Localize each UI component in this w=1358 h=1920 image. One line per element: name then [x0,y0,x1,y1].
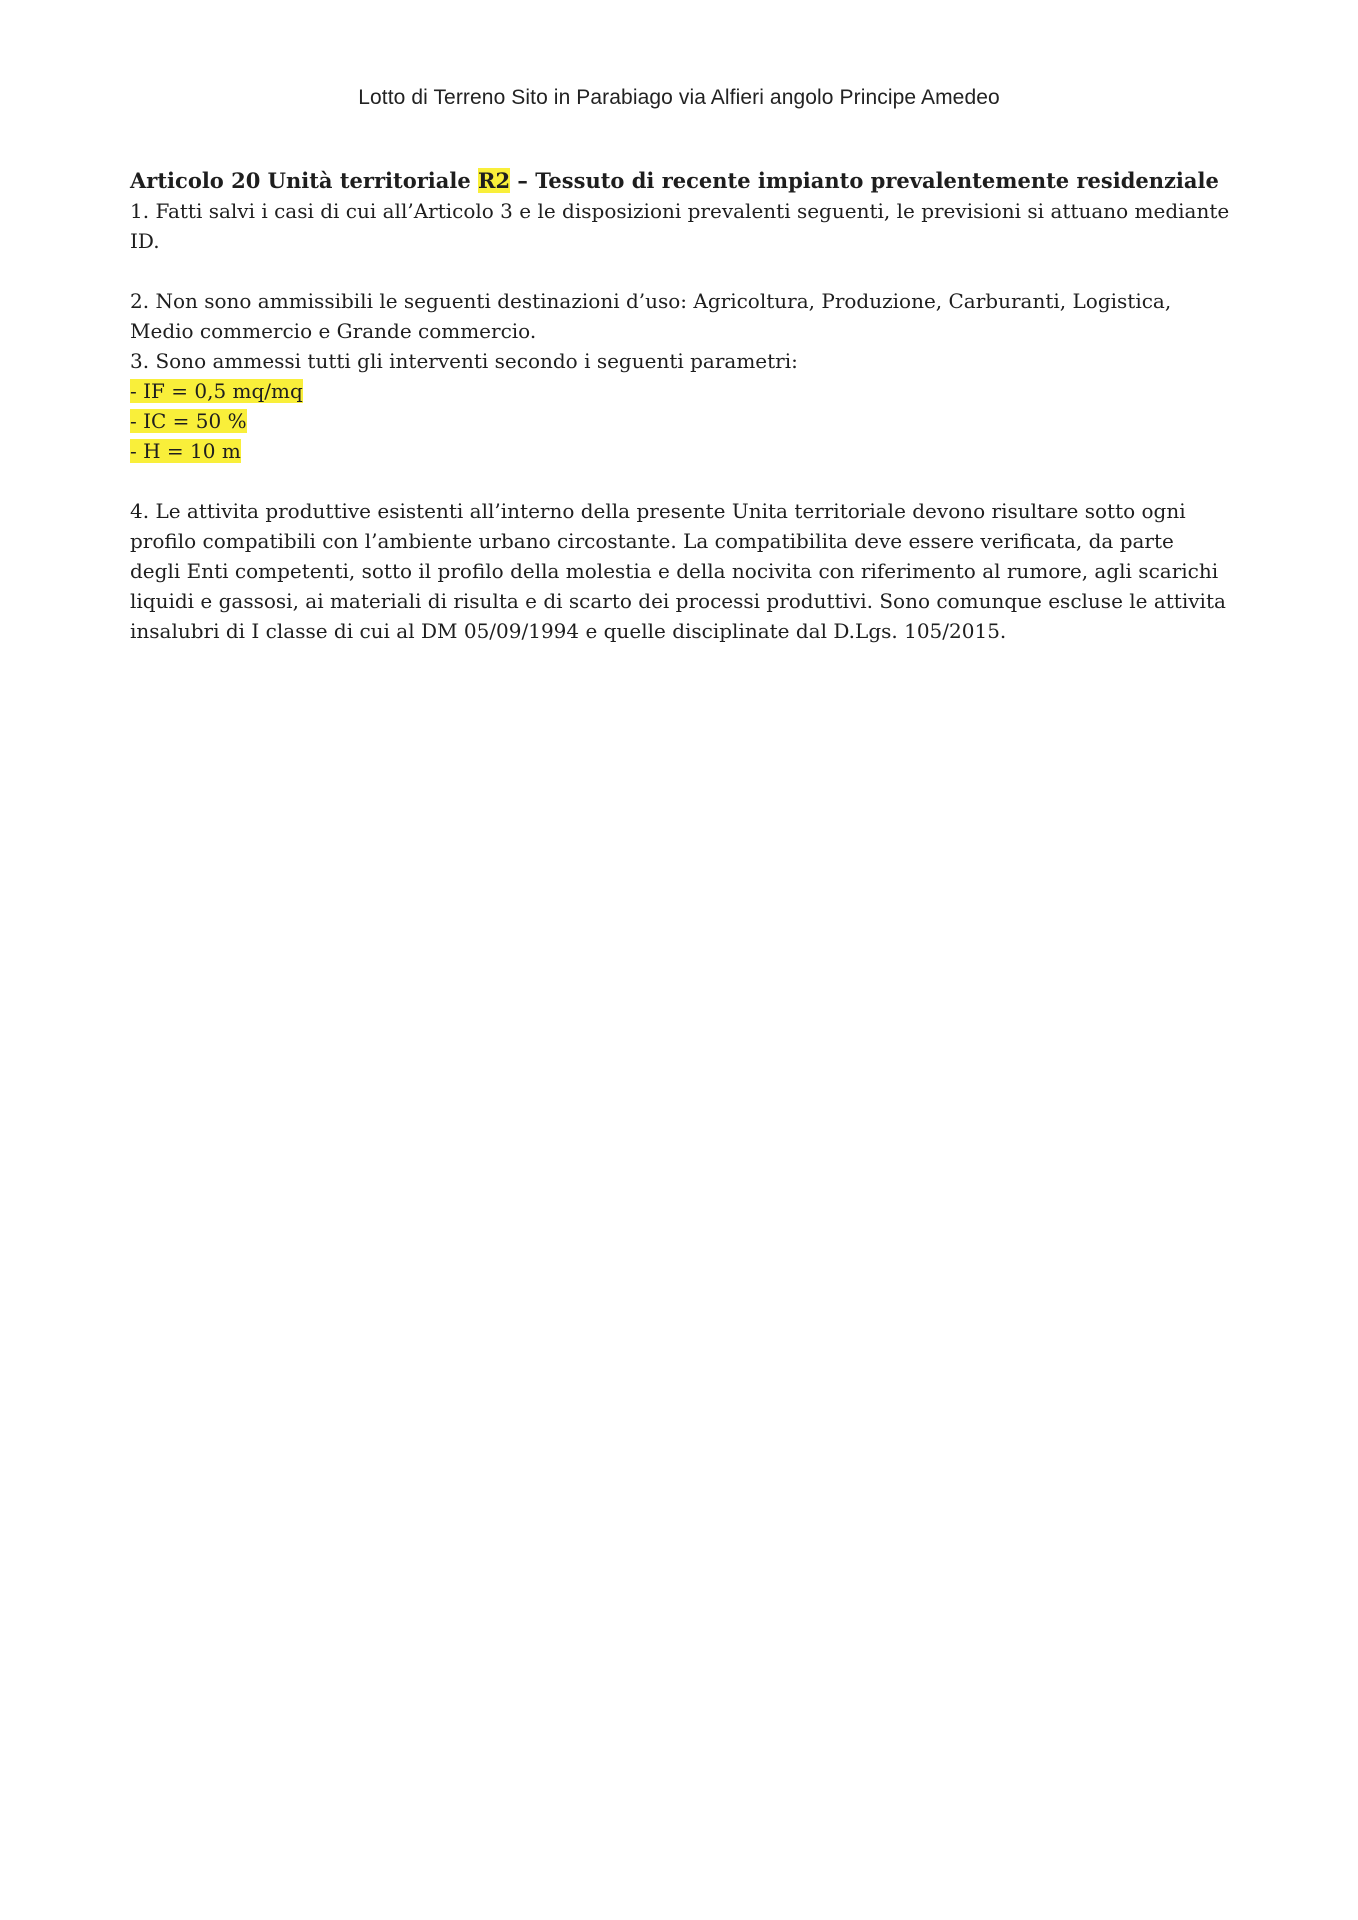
article-title-prefix: Articolo 20 Unità territoriale [130,168,479,193]
paragraph-1: 1. Fatti salvi i casi di cui all’Articolo 3 e le disposizioni prevalenti seguenti, le previsioni si attuano mediante ID. [130,199,1230,253]
paragraph-2: 2. Non sono ammissibili le seguenti destinazioni d’uso: Agricoltura, Produzione, Carburanti, Logistica, Medio commercio e Grande commercio. [130,289,1172,343]
article-title [130,166,1230,196]
article-title-suffix: – Tessuto di recente impianto prevalentemente residenziale [510,168,1219,193]
paragraph-4: 4. Le attivita produttive esistenti all’interno della presente Unita territoriale devono risultare sotto ogni profilo compatibili con l’ambiente urbano circostante. La compatibilita deve essere verificata, da parte degli Enti competenti, sotto il profilo della molestia e della nocivita con riferimento al rumore, agli scarichi liquidi e gassosi, ai materiali di risulta e di scarto dei processi produttivi. Sono comunque escluse le attivita insalubri di I classe di cui al DM 05/09/1994 e quelle disciplinate dal D.Lgs. 105/2015. [130,499,1226,643]
article-content [130,166,1230,646]
parameter-h: - H = 10 m [130,439,241,463]
spacer [130,256,1230,286]
page-header: Lotto di Terreno Sito in Parabiago via Alfieri angolo Principe Amedeo [358,86,1000,109]
parameter-list [130,376,1230,466]
spacer [130,466,1230,496]
parameter-ic: - IC = 50 % [130,409,247,433]
article-title-code: R2 [478,168,511,193]
paragraph-3: 3. Sono ammessi tutti gli interventi secondo i seguenti parametri: [130,349,798,373]
parameter-if: - IF = 0,5 mq/mq [130,379,303,403]
